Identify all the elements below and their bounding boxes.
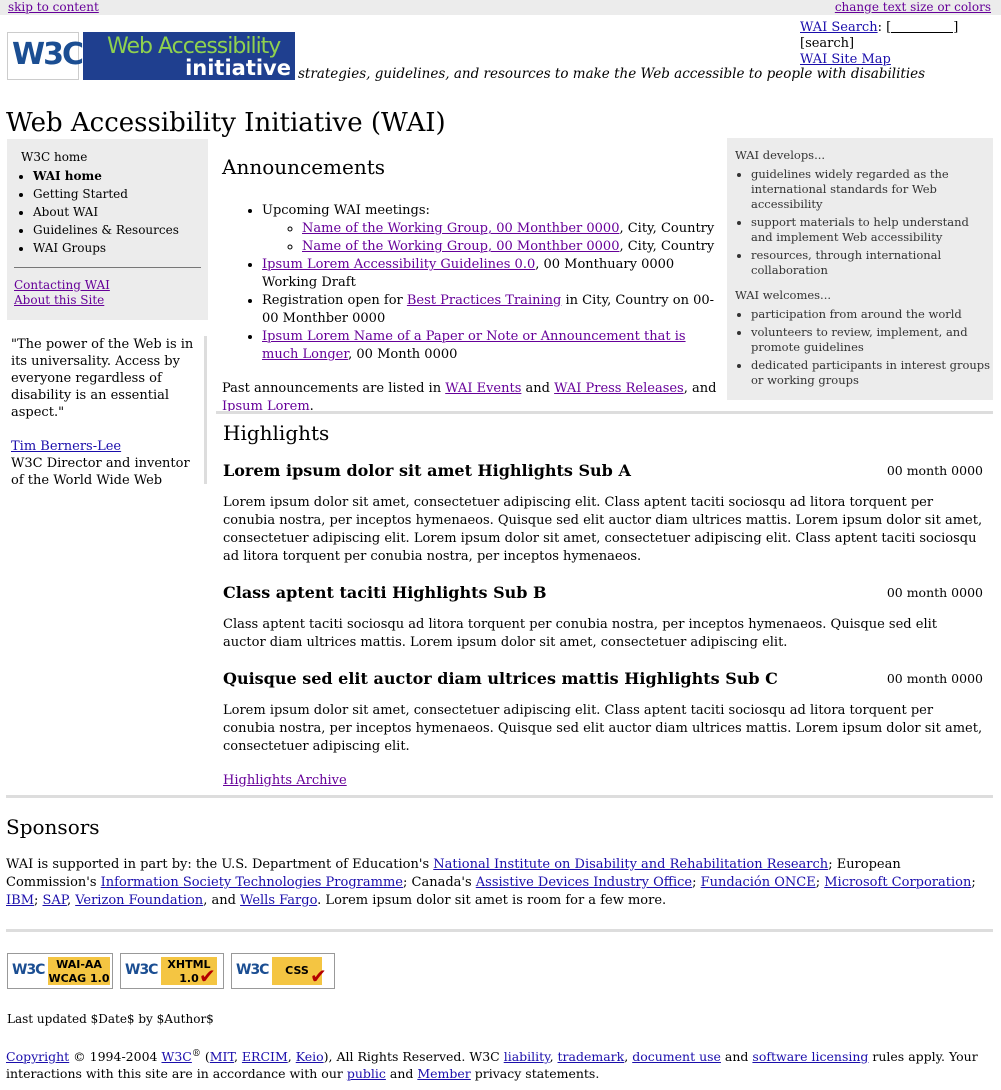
- highlight-title: Class aptent taciti Highlights Sub B: [223, 583, 547, 602]
- sponsor-link[interactable]: Fundación ONCE: [700, 875, 816, 890]
- highlight-body: Lorem ipsum dolor sit amet, consectetuer adipiscing elit. Class aptent taciti sociosqu ad litora torquent per conubia nostra, per inceptos hymenaeos. Quisque sed elit auctor diam ultrices mattis. Lorem ipsum dolor sit amet, consectetuer adipiscing elit.: [223, 703, 983, 754]
- highlight-body: Class aptent taciti sociosqu ad litora torquent per conubia nostra, per inceptos hymenaeos. Quisque sed elit auctor diam ultrices mattis. Lorem ipsum dolor sit amet, consectetuer adipiscing elit.: [223, 617, 937, 650]
- highlight-body: Lorem ipsum dolor sit amet, consectetuer adipiscing elit. Class aptent taciti sociosqu ad litora torquent per conubia nostra, per inceptos hymenaeos. Quisque sed elit auctor diam ultrices mattis. Lorem ipsum dolor sit amet, consectetuer adipiscing elit. Lorem ipsum dolor sit amet, consectetuer adipiscing elit. Class aptent taciti sociosqu ad litora torquent per conubia nostra, per inceptos hymenaeos.: [223, 495, 983, 564]
- sponsor-link[interactable]: Information Society Technologies Programme: [100, 875, 403, 890]
- highlight-item: [223, 670, 983, 756]
- sponsor-link[interactable]: SAP: [42, 893, 67, 908]
- quote-text: "The power of the Web is in its universality. Access by everyone regardless of disability is an essential aspect.": [11, 337, 194, 420]
- nav-item-guidelines-resources[interactable]: • Guidelines & Resources: [33, 221, 179, 239]
- section-divider: [6, 795, 993, 798]
- liability-link[interactable]: liability: [503, 1049, 550, 1065]
- change-text-size-link[interactable]: change text size or colors: [834, 0, 991, 14]
- nav-divider: [14, 267, 201, 268]
- check-icon: ✔: [199, 964, 216, 988]
- wai-site-map-link[interactable]: WAI Site Map: [800, 52, 891, 67]
- meeting-link[interactable]: Name of the Working Group, 00 Monthber 0000: [302, 221, 620, 236]
- w3c-logo[interactable]: W3C: [7, 32, 79, 80]
- contacting-wai-link[interactable]: Contacting WAI: [14, 278, 110, 292]
- search-bracket-close: ]: [953, 20, 959, 35]
- sponsor-link[interactable]: National Institute on Disability and Rehabilitation Research: [433, 857, 829, 872]
- announcement-item: • Ipsum Lorem Name of a Paper or Note or Announcement that is much Longer, 00 Month 0000: [262, 328, 722, 364]
- highlight-title: Lorem ipsum dolor sit amet Highlights Sub A: [223, 461, 631, 480]
- welcomes-item: • participation from around the world: [751, 307, 993, 322]
- meeting-item: ◦ Name of the Working Group, 00 Monthber 0000, City, Country: [302, 238, 722, 256]
- nav-item-wai-groups[interactable]: • WAI Groups: [33, 239, 179, 257]
- wai-logo-line1: Web Accessibility: [107, 34, 281, 59]
- search-bracket-open: [: [886, 20, 892, 35]
- search-colon: :: [877, 20, 882, 35]
- highlight-item: [223, 584, 983, 652]
- sponsors-text: WAI is supported in part by: the U.S. Department of Education's National Institute on Disability and Rehabilitation Research; European Commission's Information Society Technologies Programme; Canada's Assistive Devices Industry Office; Fundación ONCE; Microsoft Corporation; IBM; SAP, Verizon Foundation, and Wells Fargo. Lorem ipsum dolor sit amet is room for a few more.: [6, 857, 976, 908]
- skip-to-content-link[interactable]: skip to content: [8, 0, 99, 14]
- highlights-archive-link[interactable]: Highlights Archive: [223, 773, 347, 788]
- page-title: Web Accessibility Initiative (WAI): [6, 108, 446, 138]
- announcements-heading: Announcements: [222, 155, 386, 179]
- highlight-title: Quisque sed elit auctor diam ultrices mattis Highlights Sub C: [223, 669, 778, 688]
- develops-item: • guidelines widely regarded as the international standards for Web accessibility: [751, 167, 993, 212]
- sponsor-link[interactable]: Assistive Devices Industry Office: [475, 875, 693, 890]
- announcements-section: [222, 155, 722, 416]
- top-bar: [0, 0, 1001, 15]
- highlight-date: 00 month 0000: [886, 671, 983, 686]
- w3c-link[interactable]: W3C: [161, 1049, 192, 1065]
- sponsor-link[interactable]: Wells Fargo: [240, 893, 318, 908]
- develops-item: • support materials to help understand and implement Web accessibility: [751, 215, 993, 245]
- software-licensing-link[interactable]: software licensing: [752, 1049, 869, 1065]
- announcement-item: • Registration open for Best Practices Training in City, Country on 00-00 Monthber 0000: [262, 292, 722, 328]
- highlight-item: [223, 462, 983, 566]
- paper-link[interactable]: Ipsum Lorem Name of a Paper or Note or Announcement that is much Longer: [262, 329, 686, 362]
- develops-item: • resources, through international collaboration: [751, 248, 993, 278]
- quote-divider: [204, 336, 207, 484]
- search-button[interactable]: [search]: [800, 36, 855, 51]
- sponsors-heading: Sponsors: [6, 815, 100, 839]
- about-this-site-link[interactable]: About this Site: [14, 293, 105, 307]
- copyright-link[interactable]: Copyright: [6, 1049, 70, 1065]
- footer: Copyright © 1994-2004 W3C® (MIT, ERCIM, Keio), All Rights Reserved. W3C liability, trademark, document use and software licensing rules apply. Your interactions with this site are in accordance with our public and Member privacy statements.: [6, 1049, 978, 1082]
- css-badge[interactable]: W3C CSS ✔: [231, 953, 335, 989]
- search-input[interactable]: [891, 20, 953, 33]
- ercim-link[interactable]: ERCIM: [241, 1049, 288, 1065]
- sponsor-link[interactable]: Microsoft Corporation: [824, 875, 972, 890]
- tagline: strategies, guidelines, and resources to make the Web accessible to people with disabilities: [298, 66, 926, 82]
- last-updated: Last updated $Date$ by $Author$: [7, 1012, 214, 1026]
- nav-item-about-wai[interactable]: • About WAI: [33, 203, 179, 221]
- welcomes-item: • volunteers to review, implement, and promote guidelines: [751, 325, 993, 355]
- quote-author-role: W3C Director and inventor of the World Wide Web: [11, 456, 190, 488]
- meeting-item: ◦ Name of the Working Group, 00 Monthber 0000, City, Country: [302, 220, 722, 238]
- meeting-link[interactable]: Name of the Working Group, 00 Monthber 0000: [302, 239, 620, 254]
- trademark-link[interactable]: trademark: [557, 1049, 625, 1065]
- nav-item-getting-started[interactable]: • Getting Started: [33, 185, 179, 203]
- sponsor-link[interactable]: Verizon Foundation: [75, 893, 204, 908]
- training-link[interactable]: Best Practices Training: [406, 293, 562, 308]
- quote-block: [11, 336, 197, 489]
- announcement-item: • Ipsum Lorem Accessibility Guidelines 0.0, 00 Monthuary 0000 Working Draft: [262, 256, 722, 292]
- section-divider: [6, 929, 993, 932]
- wcag-aa-badge[interactable]: W3C WAI-AA WCAG 1.0: [7, 953, 113, 989]
- wai-search-link[interactable]: WAI Search: [800, 20, 878, 35]
- highlight-date: 00 month 0000: [886, 585, 983, 600]
- site-search: [800, 20, 1001, 68]
- welcomes-title: WAI welcomes...: [735, 288, 832, 302]
- wai-about-panel: [727, 138, 993, 400]
- wai-events-link[interactable]: WAI Events: [445, 381, 522, 396]
- nav-item-wai-home[interactable]: • WAI home: [33, 167, 179, 185]
- mit-link[interactable]: MIT: [209, 1049, 234, 1065]
- quote-author-link[interactable]: Tim Berners-Lee: [11, 439, 122, 454]
- ipsum-lorem-link[interactable]: Ipsum Lorem: [222, 399, 310, 414]
- guidelines-link[interactable]: Ipsum Lorem Accessibility Guidelines 0.0: [262, 257, 536, 272]
- left-navigation: [7, 139, 208, 320]
- wai-logo-line2: initiative: [185, 56, 291, 80]
- sponsors-section: [6, 815, 991, 910]
- xhtml-badge[interactable]: W3C XHTML 1.0 ✔: [120, 953, 224, 989]
- highlight-date: 00 month 0000: [886, 463, 983, 478]
- highlights-heading: Highlights: [223, 421, 330, 445]
- check-icon: ✔: [310, 964, 327, 988]
- keio-link[interactable]: Keio: [295, 1049, 324, 1065]
- announcement-item: • Upcoming WAI meetings: ◦ Name of the Working Group, 00 Monthber 0000, City, Country ◦ Name of the Working Group, 00 Monthber 0000, City, Country: [262, 202, 722, 256]
- wai-press-releases-link[interactable]: WAI Press Releases: [554, 381, 684, 396]
- public-privacy-link[interactable]: public: [346, 1066, 386, 1082]
- nav-w3c-home[interactable]: W3C home: [21, 150, 88, 164]
- develops-title: WAI develops...: [735, 148, 826, 162]
- past-announcements: Past announcements are listed in WAI Events and WAI Press Releases, and Ipsum Lorem.: [222, 381, 717, 414]
- document-use-link[interactable]: document use: [632, 1049, 721, 1065]
- section-divider: [216, 411, 993, 414]
- welcomes-item: • dedicated participants in interest groups or working groups: [751, 358, 993, 388]
- sponsor-link[interactable]: IBM: [6, 893, 34, 908]
- member-privacy-link[interactable]: Member: [417, 1066, 471, 1082]
- wai-logo[interactable]: [83, 32, 295, 80]
- highlights-section: [223, 421, 983, 790]
